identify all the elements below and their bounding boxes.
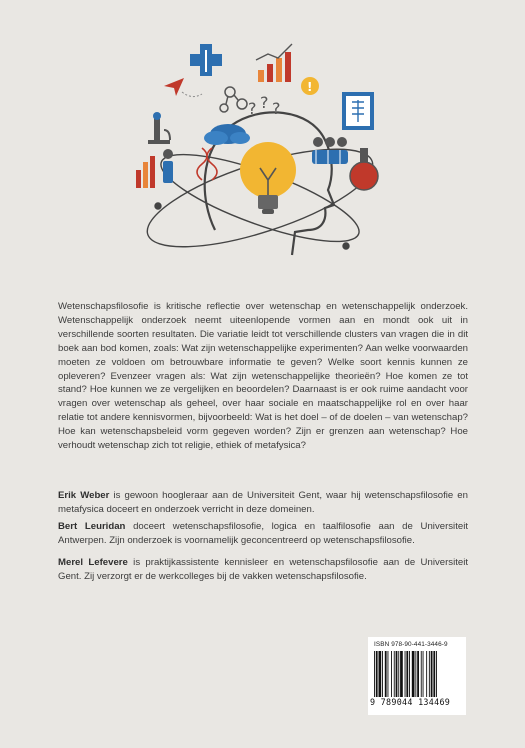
barcode-bar	[429, 651, 430, 697]
warning-icon	[301, 77, 319, 95]
svg-text:?: ?	[248, 99, 257, 118]
airplane-icon	[164, 78, 184, 96]
microscope-icon	[148, 112, 170, 144]
medical-cross-icon	[190, 44, 222, 76]
bar-chart-icon	[136, 156, 155, 188]
person-icon	[163, 149, 173, 183]
author-name: Bert Leuridan	[58, 521, 126, 532]
barcode-bars	[374, 651, 460, 697]
barcode-bar	[431, 651, 433, 697]
author-bio-text: is gewoon hoogleraar aan de Universiteit Gent, waar hij wetenschapsfilosofie en metafysica doceert en onderzoek verricht in deze domeinen.	[58, 490, 468, 515]
author-name: Erik Weber	[58, 490, 110, 501]
author-bio-text: is praktijkassistente kennisleer en wetenschapsfilosofie aan de Universiteit Gent. Zij verzorgt er de werkcolleges bij de vakken wetenschapsfilosofie.	[58, 557, 468, 582]
cloud-icon	[204, 124, 250, 145]
barcode-bar	[382, 651, 383, 697]
svg-text:?: ?	[272, 99, 281, 118]
barcode-bar	[417, 651, 419, 697]
barcode-bar	[400, 651, 403, 697]
barcode-bar	[409, 651, 410, 697]
barcode-bar	[405, 651, 406, 697]
svg-text:?: ?	[260, 93, 269, 112]
barcode-bar	[394, 651, 395, 697]
barcode-bar	[426, 651, 427, 697]
question-marks-icon	[248, 93, 281, 118]
author-bio-erik-weber	[58, 489, 468, 517]
author-bio-bert-leuridan	[58, 520, 468, 548]
barcode-bar	[376, 651, 378, 697]
barcode-bar	[433, 651, 435, 697]
lightbulb-icon	[240, 142, 296, 214]
barcode-bar	[436, 651, 437, 697]
barcode-bar	[406, 651, 408, 697]
barcode-bar	[385, 651, 387, 697]
xray-icon	[342, 92, 374, 130]
author-bio-text: doceert wetenschapsfilosofie, logica en taalfilosofie aan de Universiteit Antwerpen. Zijn onderzoek is voornamelijk geconcentreerd op wetenschapsfilosofie.	[58, 521, 468, 546]
barcode-bar	[391, 651, 392, 697]
barcode-bar	[396, 651, 398, 697]
barcode-bar	[374, 651, 375, 697]
book-description: Wetenschapsfilosofie is kritische reflectie over wetenschap en wetenschappelijk onderzoek. Wetenschappelijk onderzoek neemt uiteenlopende vormen aan en mondt ook uit in verschillende soorten resultaten. Die variatie leidt tot verschillende clusters van vragen die in dit boek aan bod komen, zoals: Wat zijn wetenschappelijke experimenten? Aan welke voorwaarden moeten ze voldoen om betrouwbare informatie te geven? Welke soort kennis kunnen ze opleveren? Evenzeer vragen als: Wat zijn wetenschappelijke theorieën? Hoe komen ze tot stand? Hoe kunnen we ze vergelijken en beoordelen? Daarnaast is er ook ruime aandacht voor vragen over wetenschap als geheel, over haar sociale en maatschappelijke rol en over haar relatie tot andere kennisvormen, bijvoorbeeld: Wat is het doel – of de doelen – van wetenschap? Hoe kan wetenschapsbeleid vorm gegeven worden? Zijn er grenzen aan wetenschap? Hoe verhoudt wetenschap zich tot religie, ethiek of metafysica?	[58, 301, 468, 452]
barcode-bar	[421, 651, 422, 697]
isbn-label: ISBN 978-90-441-3446-9	[374, 641, 448, 648]
barcode-bar	[388, 651, 389, 697]
bar-chart-icon	[256, 44, 292, 82]
team-icon	[312, 137, 348, 164]
isbn-barcode	[368, 637, 466, 715]
barcode-bar	[423, 651, 424, 697]
science-illustration	[120, 30, 405, 275]
barcode-bar	[412, 651, 415, 697]
barcode-digits: 9 789044 134469	[370, 697, 451, 707]
barcode-bar	[415, 651, 416, 697]
barcode-bar	[398, 651, 399, 697]
molecule-icon	[220, 87, 247, 112]
barcode-bar	[379, 651, 382, 697]
author-bio-merel-lefevere	[58, 556, 468, 584]
svg-text:!: !	[307, 80, 313, 94]
author-name: Merel Lefevere	[58, 557, 128, 568]
flask-icon	[350, 148, 378, 190]
